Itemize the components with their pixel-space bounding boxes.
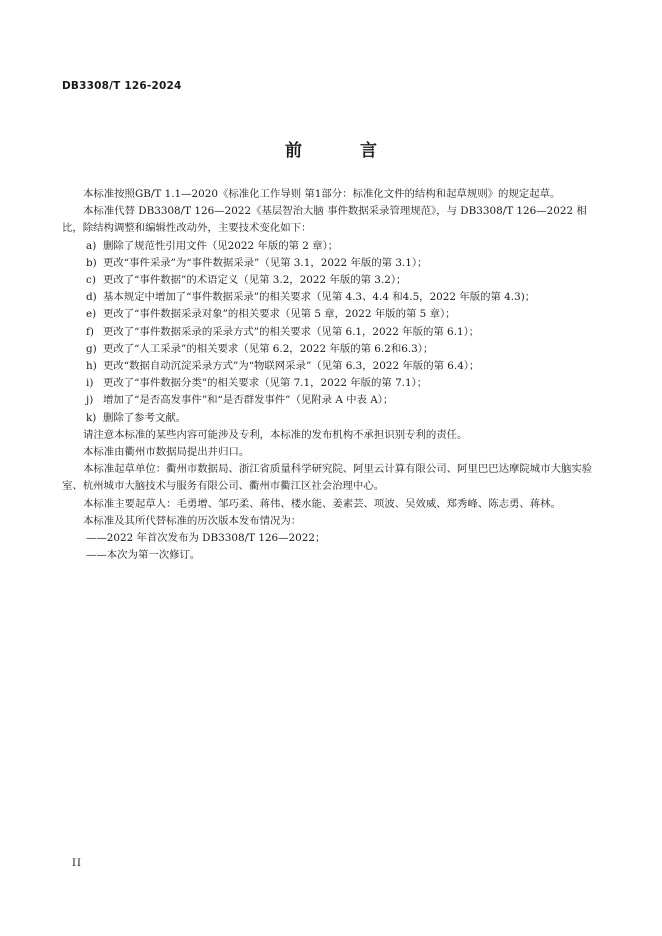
paragraph-drafting-units: 本标准起草单位：衢州市数据局、浙江省质量科学研究院、阿里云计算有限公司、阿里巴巴达摩院城市大脑实验室、杭州城市大脑技术与服务有限公司、衢州市衢江区社会治理中心。 <box>62 463 593 493</box>
paragraph-drafting-rules: 本标准按照GB/T 1.1—2020《标准化工作导则 第1部分：标准化文件的结构和起草规则》的规定起草。 <box>83 188 561 200</box>
list-item-text: 更改了“人工采录”的相关要求（见第 6.2，2022 年版的第 6.2和6.3）； <box>103 342 434 355</box>
list-item-text: 更改了“事件数据采录的采录方式”的相关要求（见第 6.1，2022 年版的第 6.1）； <box>103 325 480 338</box>
paragraph-drafters: 本标准主要起草人：毛勇增、邹巧柔、蒋伟、楼水能、姜素芸、项波、吴效威、郑秀峰、陈志勇、蒋林。 <box>83 497 561 510</box>
list-item-text: 更改了“事件数据采录对象”的相关要求（见第 5 章，2022 年版的第 5 章）； <box>103 308 456 321</box>
list-item-text: 更改“数据自动沉淀采录方式”为“物联网采录”（见第 6.3，2022 年版的第 6.4）； <box>103 360 480 373</box>
history-item: ——2022 年首次发布为 DB3308/T 126—2022； <box>86 532 326 545</box>
page-title-text: 前 言 <box>285 141 403 161</box>
page-title <box>0 136 662 161</box>
change-list <box>62 238 602 427</box>
foreword-body <box>62 186 602 564</box>
document-code: DB3308/T 126-2024 <box>62 80 182 92</box>
list-item <box>62 341 602 358</box>
list-marker: d) <box>86 291 97 304</box>
list-item <box>62 358 602 375</box>
list-item <box>62 306 602 323</box>
paragraph-proposer: 本标准由衢州市数据局提出并归口。 <box>83 446 250 459</box>
list-item <box>62 272 602 289</box>
list-marker: i) <box>86 377 94 390</box>
list-marker: b) <box>86 256 97 269</box>
list-item <box>62 392 602 409</box>
list-marker: c) <box>86 274 96 287</box>
paragraph-patent-notice: 请注意本标准的某些内容可能涉及专利，本标准的发布机构不承担识别专利的责任。 <box>83 428 468 441</box>
list-item-text: 更改“事件采录”为“事件数据采录”（见第 3.1，2022 年版的第 3.1）； <box>103 256 428 269</box>
list-marker: f) <box>86 325 94 338</box>
list-item-text: 更改了“事件数据分类”的相关要求（见第 7.1，2022 年版的第 7.1）； <box>103 377 428 390</box>
list-item-text: 删除了参考文献。 <box>103 411 187 424</box>
paragraph-replacement: 本标准代替 DB3308/T 126—2022《基层智治大脑 事件数据采录管理规范》，与 DB3308/T 126—2022 相比，除结构调整和编辑性改动外，主要技术变化如下： <box>62 205 587 235</box>
history-item: ——本次为第一次修订。 <box>86 549 201 562</box>
list-item <box>62 324 602 341</box>
list-item <box>62 410 602 427</box>
list-marker: g) <box>86 342 97 355</box>
list-marker: a) <box>86 239 97 252</box>
list-item <box>62 255 602 272</box>
page-number: II <box>72 858 82 869</box>
list-item-text: 基本规定中增加了“事件数据采录”的相关要求（见第 4.3、4.4 和4.5，2022 年版的第 4.3)； <box>103 291 536 304</box>
list-item-text: 删除了规范性引用文件（见2022 年版的第 2 章）； <box>103 239 339 252</box>
list-item-text: 增加了“是否高发事件”和“是否群发事件”（见附录 A 中表 A）； <box>103 394 394 407</box>
list-item <box>62 289 602 306</box>
paragraph-history-intro: 本标准及其所代替标准的历次版本发布情况为： <box>83 514 302 527</box>
list-marker: e) <box>86 308 97 321</box>
list-marker: h) <box>86 360 97 373</box>
list-item <box>62 375 602 392</box>
list-item-text: 更改了“事件数据”的术语定义（见第 3.2，2022 年版的第 3.2）； <box>103 274 407 287</box>
list-marker: k) <box>86 411 97 424</box>
list-item <box>62 238 602 255</box>
list-marker: j) <box>86 394 94 407</box>
